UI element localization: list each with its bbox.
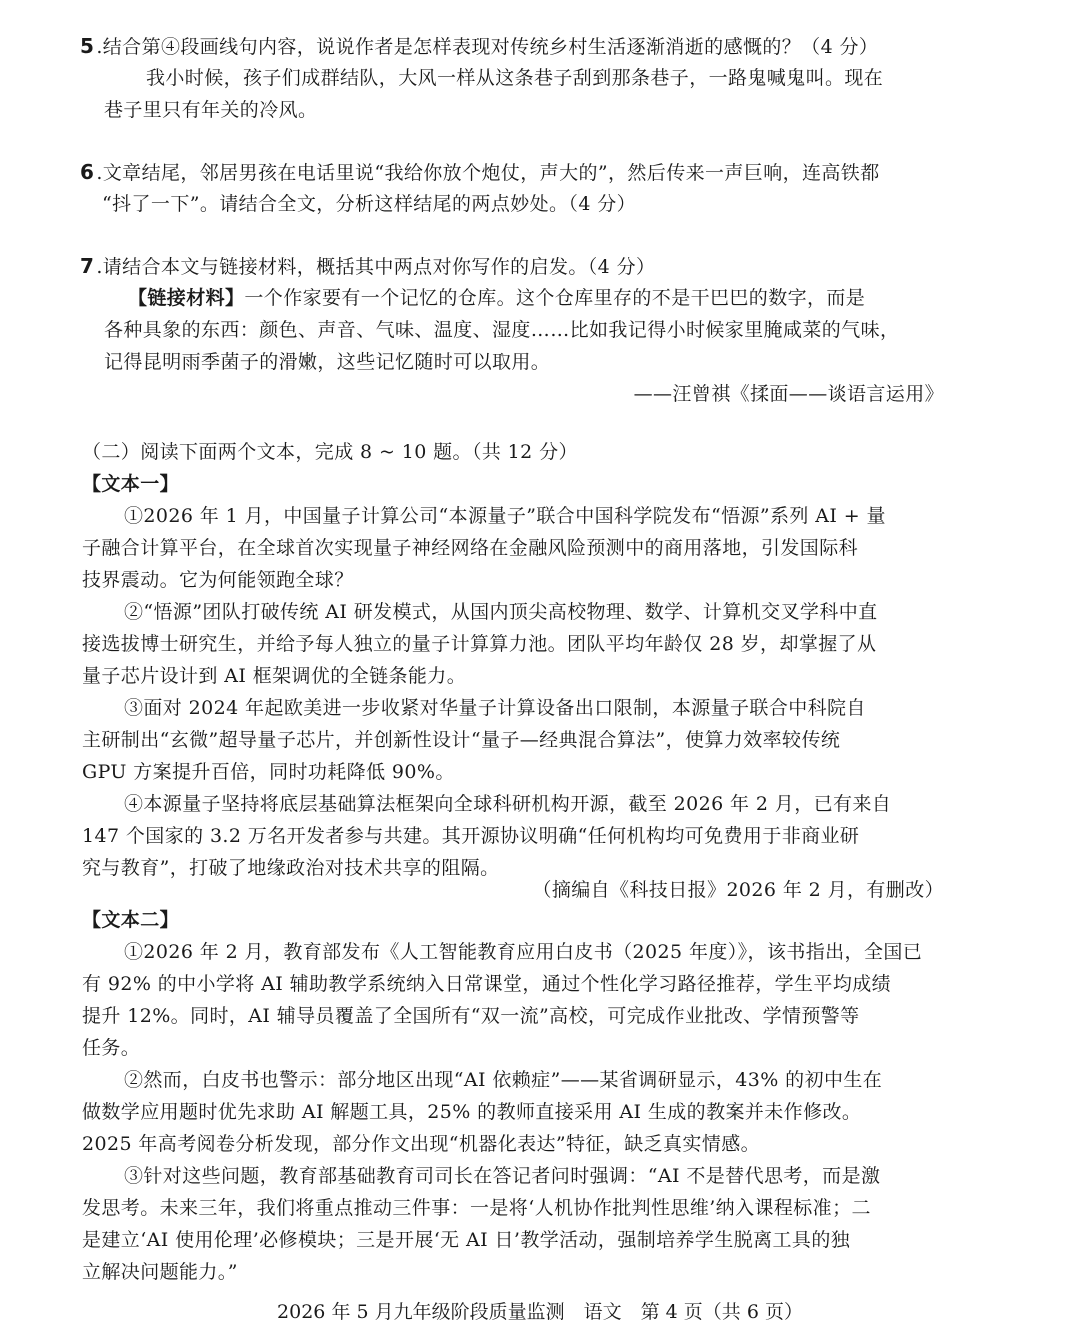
question-5-quote-line-1: 我小时候，孩子们成群结队，大风一样从这条巷子刮到那条巷子，一路鬼喊鬼叫。现在 bbox=[146, 67, 884, 89]
text-2-line: 2025 年高考阅卷分析发现，部分作文出现“机器化表达”特征，缺乏真实情感。 bbox=[82, 1133, 761, 1155]
text-1-source: （摘编自《科技日报》2026 年 2 月，有删改） bbox=[532, 879, 944, 901]
text-2-heading: 【文本二】 bbox=[82, 909, 180, 931]
text-2-line: 提升 12%。同时，AI 辅导员覆盖了全国所有“双一流”高校，可完成作业批改、学情预警等 bbox=[82, 1005, 860, 1027]
question-5-quote-line-2: 巷子里只有年关的冷风。 bbox=[104, 99, 318, 121]
text-2-line: 发思考。未来三年，我们将重点推动三件事：一是将‘人机协作批判性思维’纳入课程标准；二 bbox=[82, 1197, 871, 1219]
text-1-line: 主研制出“玄微”超导量子芯片，并创新性设计“量子—经典混合算法”，使算力效率较传统 bbox=[82, 729, 841, 751]
text-1-line: ①2026 年 1 月，中国量子计算公司“本源量子”联合中国科学院发布“悟源”系列 AI + 量 bbox=[124, 505, 886, 527]
text-1-line: 量子芯片设计到 AI 框架调优的全链条能力。 bbox=[82, 665, 467, 687]
question-number: 5 bbox=[80, 34, 95, 58]
question-text: .结合第④段画线句内容，说说作者是怎样表现对传统乡村生活逐渐消逝的感慨的？（4 分） bbox=[96, 36, 879, 58]
text-2-line: 立解决问题能力。” bbox=[82, 1261, 238, 1283]
text-1-line: 技界震动。它为何能领跑全球？ bbox=[82, 569, 354, 591]
question-5-stem bbox=[0, 30, 1080, 63]
link-material-line-2: 各种具象的东西：颜色、声音、气味、温度、湿度……比如我记得小时候家里腌咸菜的气味， bbox=[104, 319, 900, 341]
text-1-heading: 【文本一】 bbox=[82, 473, 180, 495]
question-number: 6 bbox=[80, 160, 95, 184]
text-2-line: 做数学应用题时优先求助 AI 解题工具，25% 的教师直接采用 AI 生成的教案并未作修改。 bbox=[82, 1101, 862, 1123]
link-material-line-3: 记得昆明雨季菌子的滑嫩，这些记忆随时可以取用。 bbox=[104, 351, 551, 373]
question-7-stem bbox=[0, 250, 1080, 283]
question-6-line-1 bbox=[0, 156, 1080, 189]
text-1-line: ②“悟源”团队打破传统 AI 研发模式，从国内顶尖高校物理、数学、计算机交叉学科中直 bbox=[124, 601, 878, 623]
question-6-line-2: “抖了一下”。请结合全文，分析这样结尾的两点妙处。（4 分） bbox=[102, 193, 637, 215]
link-material-text: 一个作家要有一个记忆的仓库。这个仓库里存的不是干巴巴的数字，而是 bbox=[244, 287, 866, 309]
text-2-line: 是建立‘AI 使用伦理’必修模块；三是开展‘无 AI 日’教学活动，强制培养学生脱离工具的独 bbox=[82, 1229, 851, 1251]
link-material-line-1 bbox=[0, 282, 1080, 314]
text-2-line: 有 92% 的中小学将 AI 辅助教学系统纳入日常课堂，通过个性化学习路径推荐，学生平均成绩 bbox=[82, 973, 892, 995]
text-1-line: 147 个国家的 3.2 万名开发者参与共建。其开源协议明确“任何机构均可免费用于非商业研 bbox=[82, 825, 860, 847]
text-2-line: 任务。 bbox=[82, 1037, 141, 1059]
text-2-line: ①2026 年 2 月，教育部发布《人工智能教育应用白皮书（2025 年度）》，该书指出，全国已 bbox=[124, 941, 923, 963]
text-1-line: 究与教育”，打破了地缘政治对技术共享的阻隔。 bbox=[82, 857, 500, 879]
text-1-line: 接选拔博士研究生，并给予每人独立的量子计算算力池。团队平均年龄仅 28 岁，却掌握了从 bbox=[82, 633, 877, 655]
text-2-line: ②然而，白皮书也警示：部分地区出现“AI 依赖症”——某省调研显示，43% 的初中生在 bbox=[124, 1069, 883, 1091]
question-text: .请结合本文与链接材料，概括其中两点对你写作的启发。（4 分） bbox=[96, 256, 656, 278]
text-2-line: ③针对这些问题，教育部基础教育司司长在答记者问时强调：“AI 不是替代思考，而是激 bbox=[124, 1165, 881, 1187]
link-material-label: 【链接材料】 bbox=[128, 287, 245, 309]
section-2-intro: （二）阅读下面两个文本，完成 8 ~ 10 题。（共 12 分） bbox=[82, 441, 578, 463]
text-1-line: GPU 方案提升百倍，同时功耗降低 90%。 bbox=[82, 761, 455, 783]
text-1-line: ③面对 2024 年起欧美进一步收紧对华量子计算设备出口限制，本源量子联合中科院自 bbox=[124, 697, 866, 719]
question-number: 7 bbox=[80, 254, 95, 278]
page-footer: 2026 年 5 月九年级阶段质量监测 语文 第 4 页（共 6 页） bbox=[277, 1301, 803, 1323]
question-text: .文章结尾，邻居男孩在电话里说“我给你放个炮仗，声大的”，然后传来一声巨响，连高铁都 bbox=[96, 162, 880, 184]
link-material-source: ——汪曾祺《揉面——谈语言运用》 bbox=[633, 383, 944, 405]
text-1-line: ④本源量子坚持将底层基础算法框架向全球科研机构开源，截至 2026 年 2 月，已有来自 bbox=[124, 793, 892, 815]
text-1-line: 子融合计算平台，在全球首次实现量子神经网络在金融风险预测中的商用落地，引发国际科 bbox=[82, 537, 859, 559]
